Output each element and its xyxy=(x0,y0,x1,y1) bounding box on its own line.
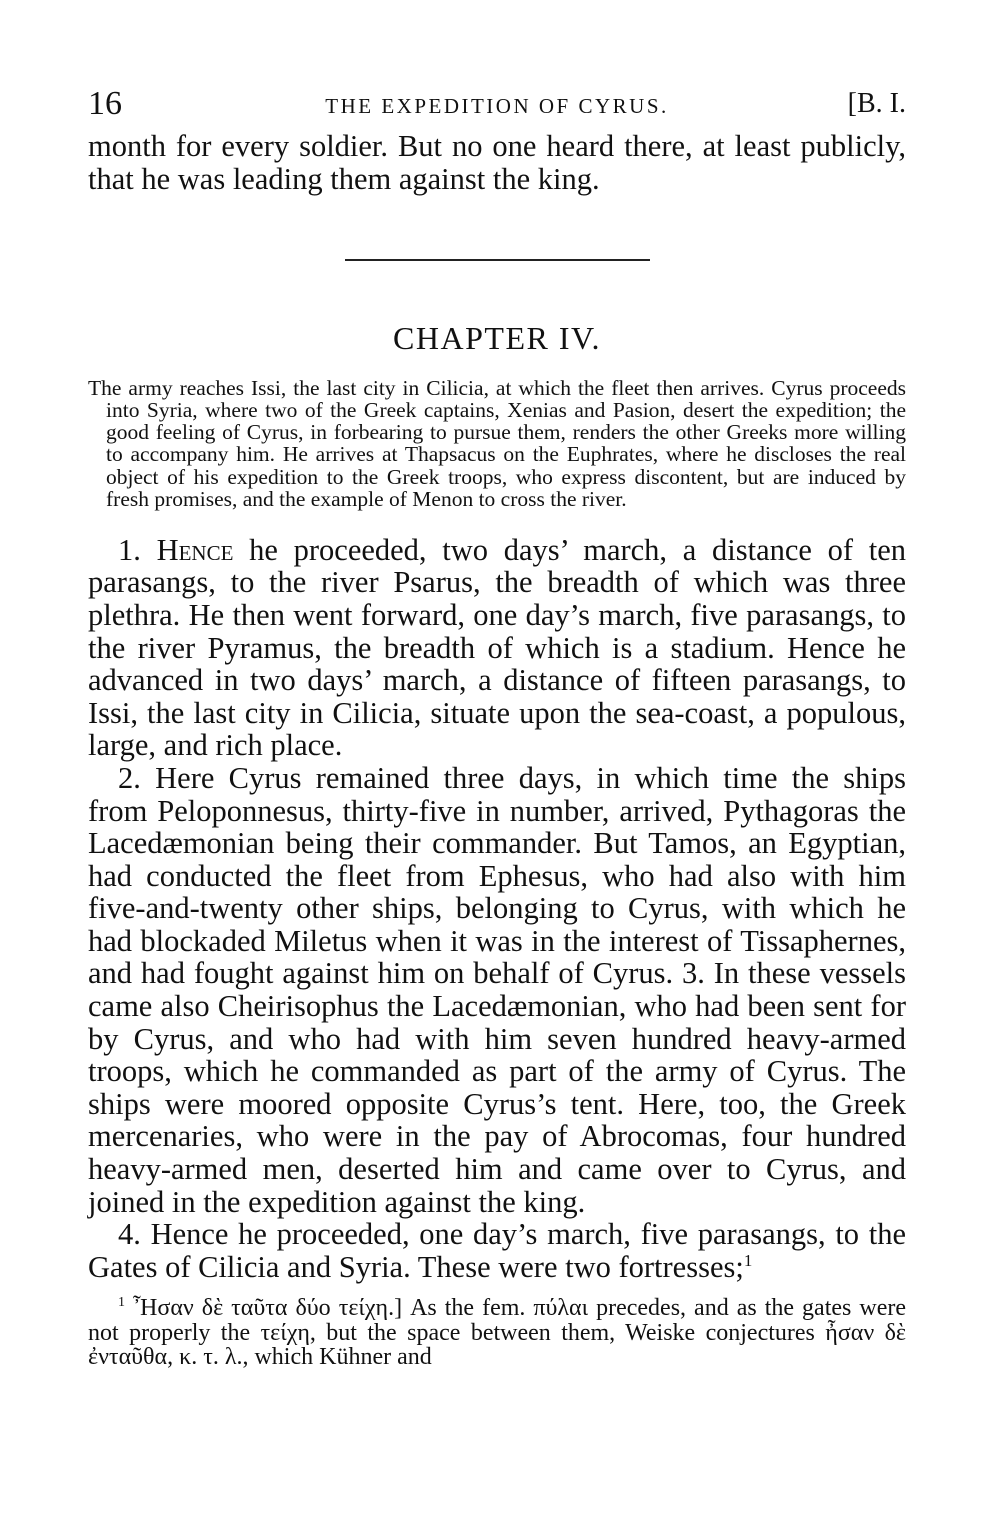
paragraph-1 xyxy=(88,534,906,762)
paragraph-4-text: 4. Hence he proceeded, one day’s march, five parasangs, to the Gates of Cilicia and Syria. These were two fortresses; xyxy=(88,1217,906,1284)
paragraph-2: 2. Here Cyrus remained three days, in which time the ships from Peloponnesus, thirty-five in number, arrived, Pythagoras the Lacedæmonian being their commander. But Tamos, an Egyptian, had conducted the fleet from Ephesus, who had also with him five-and-twenty other ships, belonging to Cyrus, with which he had blockaded Miletus when it was in the interest of Tissaphernes, and had fought against him on behalf of Cyrus. 3. In these vessels came also Cheirisophus the Lacedæmonian, who had been sent for by Cyrus, and who had with him seven hundred heavy-armed troops, which he commanded as part of the army of Cyrus. The ships were moored opposite Cyrus’s tent. Here, too, the Greek mercenaries, who were in the pay of Abrocomas, four hundred heavy-armed men, deserted him and came over to Cyrus, and joined in the expedition against the king. xyxy=(88,760,906,1219)
footnote-reference: 1 xyxy=(743,1250,753,1270)
chapter-heading: CHAPTER IV. xyxy=(393,320,601,357)
section-divider xyxy=(345,259,650,261)
book-page xyxy=(88,82,906,1370)
paragraph-1-text: he proceeded, two days’ march, a distance of ten parasangs, to the river Psarus, the breadth of which was three plethra. He then went forward, one day’s march, five parasangs, to the river Pyramus, the breadth of which is a stadium. Hence he advanced in two days’ march, a distance of fifteen parasangs, to Issi, the last city in Cilicia, situate upon the sea-coast, a populous, large, and rich place. xyxy=(88,532,906,763)
book-reference: [B. I. xyxy=(847,88,906,119)
footnote xyxy=(88,1291,906,1370)
chapter-argument: The army reaches Issi, the last city in Cilicia, at which the fleet then arrives. Cyrus proceeds into Syria, where two of the Greek captains, Xenias and Pasion, desert the expedition; the good feeling of Cyrus, in forbearing to pursue them, renders the other Greeks more willing to accompany him. He arrives at Thapsacus on the Euphrates, where he discloses the real object of his expedition to the Greek troops, who express discontent, but are induced by fresh promises, and the example of Menon to cross the river. xyxy=(88,376,906,511)
running-header xyxy=(88,82,906,126)
continuation-text: month for every soldier. But no one heard there, at least publicly, that he was leading them against the king. xyxy=(88,129,906,196)
running-title: THE EXPEDITION OF CYRUS. xyxy=(325,94,669,118)
footnote-marker: 1 xyxy=(118,1295,125,1311)
footnote-text: Ἦσαν δὲ ταῦτα δύο τείχη.] As the fem. πύλαι precedes, and as the gates were not properly the τείχη, but the space between them, Weiske conjectures ἦσαν δὲ ἐνταῦθα, κ. τ. λ., which Kühner and xyxy=(88,1295,906,1371)
paragraph-number: 1. xyxy=(118,532,141,567)
paragraph-4 xyxy=(88,1218,906,1283)
page-number: 16 xyxy=(88,85,122,122)
paragraph-lead-word: Hence xyxy=(156,532,234,567)
chapter-body xyxy=(88,534,906,1284)
